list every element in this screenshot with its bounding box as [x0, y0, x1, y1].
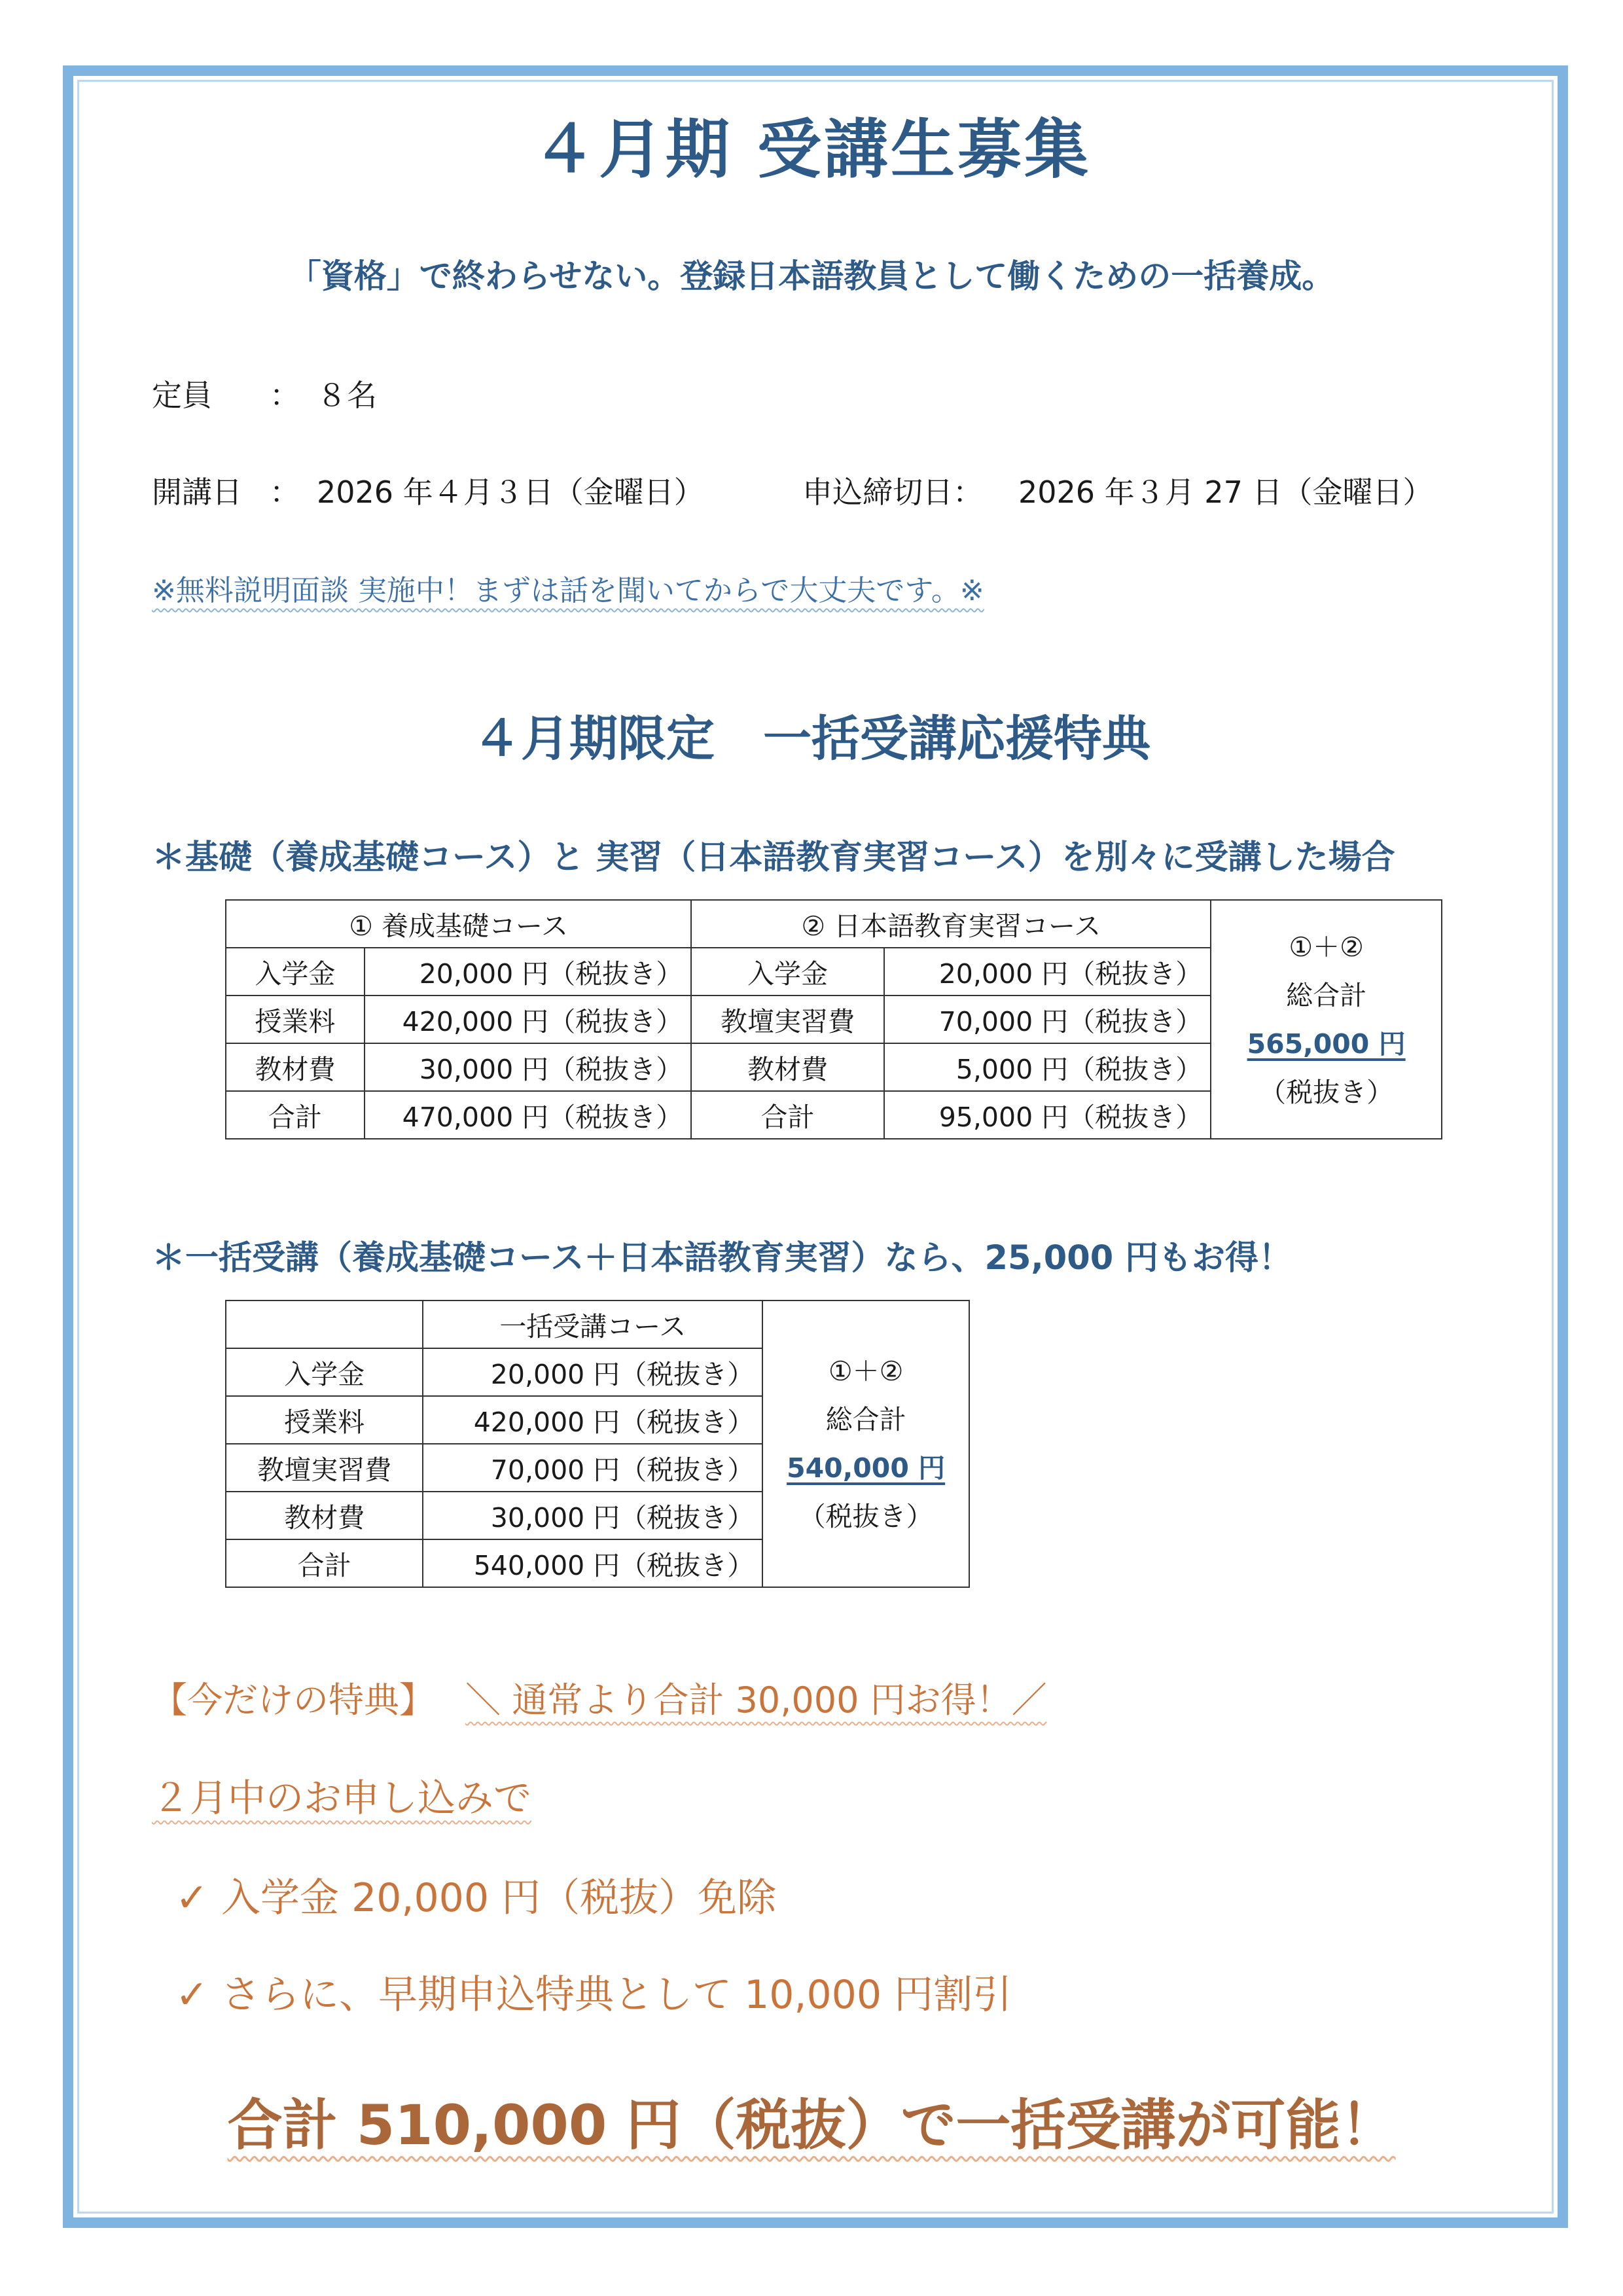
promo-label: 【今だけの特典】 [152, 1679, 435, 1721]
course1-header: ① 養成基礎コース [226, 900, 691, 948]
row-label: 合計 [226, 1539, 423, 1587]
section-title: ４月期限定 一括受講応援特典 [473, 711, 1150, 767]
separate-heading: ＊基礎（養成基礎コース）と 実習（日本語教育実習コース）を別々に受講した場合 [152, 838, 1395, 877]
row-label: 教材費 [691, 1043, 884, 1091]
table-row [226, 900, 1442, 948]
capacity-colon: ： [270, 378, 300, 413]
row-value: 20,000 円（税抜き） [423, 1348, 762, 1396]
total-line2: 総合計 [825, 1404, 906, 1435]
benefit-item-1 [175, 1867, 776, 1923]
total-line2: 総合計 [1286, 979, 1367, 1011]
start-date-colon: ： [270, 475, 300, 510]
row-value: 20,000 円（税抜き） [365, 948, 691, 996]
row-value: 30,000 円（税抜き） [423, 1492, 762, 1539]
separate-total-cell [1211, 900, 1442, 1139]
deadline-label: 申込締切日： [802, 475, 983, 510]
bundle-fee-table [225, 1300, 970, 1588]
final-total [0, 2081, 1623, 2161]
separate-total-amount: 565,000 円 [1247, 1028, 1406, 1060]
row-label: 教壇実習費 [691, 996, 884, 1043]
row-value: 70,000 円（税抜き） [884, 996, 1211, 1043]
row-label: 教材費 [226, 1492, 423, 1539]
promo-period: ２月中のお申し込みで [152, 1776, 532, 1820]
check-icon: ✓ [175, 1875, 209, 1921]
capacity-label: 定員 [152, 378, 212, 413]
benefit-text-1: 入学金 20,000 円（税抜）免除 [221, 1875, 777, 1921]
row-label: 合計 [691, 1091, 884, 1139]
check-icon: ✓ [175, 1972, 209, 2018]
row-label: 入学金 [226, 1348, 423, 1396]
row-value: 5,000 円（税抜き） [884, 1043, 1211, 1091]
row-value: 540,000 円（税抜き） [423, 1539, 762, 1587]
separate-fee-table [225, 899, 1442, 1139]
bundle-total-amount: 540,000 円 [787, 1452, 946, 1484]
start-date-label: 開講日 [152, 475, 242, 510]
blank-header-cell [226, 1300, 423, 1348]
total-line1: ①＋② [1289, 931, 1364, 963]
promo-message: ＼ 通常より合計 30,000 円お得！／ [465, 1679, 1047, 1721]
row-label: 授業料 [226, 1396, 423, 1444]
row-value: 420,000 円（税抜き） [423, 1396, 762, 1444]
bundle-header: 一括受講コース [423, 1300, 762, 1348]
row-value: 95,000 円（税抜き） [884, 1091, 1211, 1139]
row-label: 教壇実習費 [226, 1444, 423, 1492]
course2-header: ② 日本語教育実習コース [691, 900, 1211, 948]
start-date-value: 2026 年４月３日（金曜日） [317, 475, 704, 510]
deadline-value: 2026 年３月 27 日（金曜日） [1018, 475, 1433, 510]
total-tax: （税抜き） [798, 1501, 933, 1532]
promo-line [152, 1672, 1047, 1723]
free-consultation-notice: ※無料説明面談 実施中！まずは話を聞いてからで大丈夫です。※ [152, 574, 984, 607]
page-subtitle: 「資格」で終わらせない。登録日本語教員として働くための一括養成。 [288, 257, 1335, 295]
capacity-value: ８名 [317, 378, 377, 413]
row-value: 70,000 円（税抜き） [423, 1444, 762, 1492]
row-label: 入学金 [226, 948, 365, 996]
row-value: 420,000 円（税抜き） [365, 996, 691, 1043]
total-tax: （税抜き） [1259, 1076, 1394, 1108]
bundle-total-cell [762, 1300, 969, 1587]
row-value: 30,000 円（税抜き） [365, 1043, 691, 1091]
total-line1: ①＋② [828, 1355, 904, 1387]
row-label: 入学金 [691, 948, 884, 996]
table-row [226, 1300, 969, 1348]
benefit-item-2 [175, 1964, 1012, 2020]
benefit-text-2: さらに、早期申込特典として 10,000 円割引 [221, 1972, 1012, 2018]
row-label: 授業料 [226, 996, 365, 1043]
row-value: 470,000 円（税抜き） [365, 1091, 691, 1139]
final-total-text: 合計 510,000 円（税抜）で一括受講が可能！ [227, 2093, 1396, 2157]
row-label: 教材費 [226, 1043, 365, 1091]
row-label: 合計 [226, 1091, 365, 1139]
row-value: 20,000 円（税抜き） [884, 948, 1211, 996]
page-title: ４月期 受講生募集 [531, 113, 1092, 187]
bundle-heading: ＊一括受講（養成基礎コース＋日本語教育実習）なら、25,000 円もお得！ [152, 1239, 1293, 1278]
